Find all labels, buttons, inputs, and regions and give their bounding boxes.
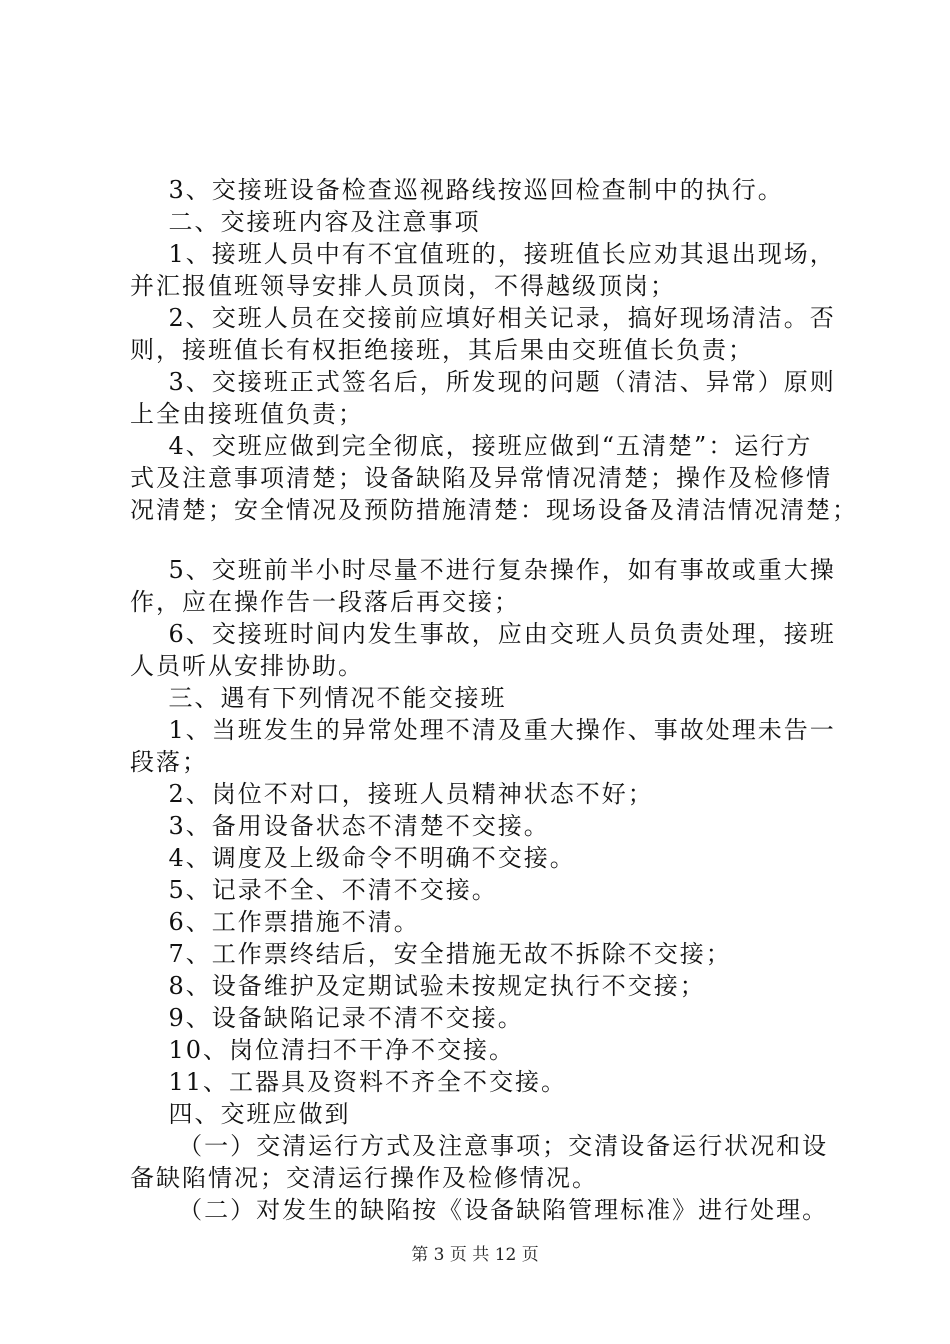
text-line: 9、设备缺陷记录不清不交接。 xyxy=(130,1004,524,1032)
text-line: 作，应在操作告一段落后再交接； xyxy=(130,588,520,616)
page-footer xyxy=(0,1240,950,1265)
section-heading: 二、交接班内容及注意事项 xyxy=(130,208,481,236)
text-line: 上全由接班值负责； xyxy=(130,400,364,428)
text-line: 1、当班发生的异常处理不清及重大操作、事故处理未告一 xyxy=(130,716,836,744)
text-line: 5、记录不全、不清不交接。 xyxy=(130,876,498,904)
text-line: 备缺陷情况；交清运行操作及检修情况。 xyxy=(130,1164,598,1192)
text-line: 7、工作票终结后，安全措施无故不拆除不交接； xyxy=(130,940,732,968)
section-heading: 三、遇有下列情况不能交接班 xyxy=(130,684,507,712)
text-line: 2、岗位不对口，接班人员精神状态不好； xyxy=(130,780,654,808)
text-line: 11、工器具及资料不齐全不交接。 xyxy=(130,1068,568,1096)
text-line: 10、岗位清扫不干净不交接。 xyxy=(130,1036,516,1064)
page-number: 第 3 页 共 12 页 xyxy=(411,1245,539,1265)
document-body xyxy=(130,174,858,1226)
text-line: 3、交接班正式签名后，所发现的问题（清洁、异常）原则 xyxy=(130,368,836,396)
blank-line xyxy=(130,526,850,554)
text-line: 6、交接班时间内发生事故，应由交班人员负责处理，接班 xyxy=(130,620,836,648)
text-line: 3、备用设备状态不清楚不交接。 xyxy=(130,812,550,840)
text-line: 4、调度及上级命令不明确不交接。 xyxy=(130,844,576,872)
section-heading: 四、交班应做到 xyxy=(130,1100,351,1128)
text-line: 1、接班人员中有不宜值班的，接班值长应劝其退出现场， xyxy=(130,240,836,268)
text-line: 8、设备维护及定期试验未按规定执行不交接； xyxy=(130,972,706,1000)
text-line: 况清楚；安全情况及预防措施清楚：现场设备及清洁情况清楚； xyxy=(130,496,858,524)
text-line: 并汇报值班领导安排人员顶岗，不得越级顶岗； xyxy=(130,272,676,300)
text-line: 4、交班应做到完全彻底，接班应做到“五清楚”：运行方 xyxy=(130,432,813,460)
text-line: 则，接班值长有权拒绝接班，其后果由交班值长负责； xyxy=(130,336,754,364)
text-line: 人员听从安排协助。 xyxy=(130,652,364,680)
text-line: 5、交班前半小时尽量不进行复杂操作，如有事故或重大操 xyxy=(130,556,836,584)
text-line: 式及注意事项清楚；设备缺陷及异常情况清楚；操作及检修情 xyxy=(130,464,832,492)
text-line: 6、工作票措施不清。 xyxy=(130,908,420,936)
text-line: （一）交清运行方式及注意事项；交清设备运行状况和设 xyxy=(130,1132,829,1160)
text-line: （二）对发生的缺陷按《设备缺陷管理标准》进行处理。 xyxy=(130,1196,829,1224)
text-line: 2、交班人员在交接前应填好相关记录，搞好现场清洁。否 xyxy=(130,304,836,332)
text-line: 3、交接班设备检查巡视路线按巡回检查制中的执行。 xyxy=(130,176,784,204)
text-line: 段落； xyxy=(130,748,208,776)
